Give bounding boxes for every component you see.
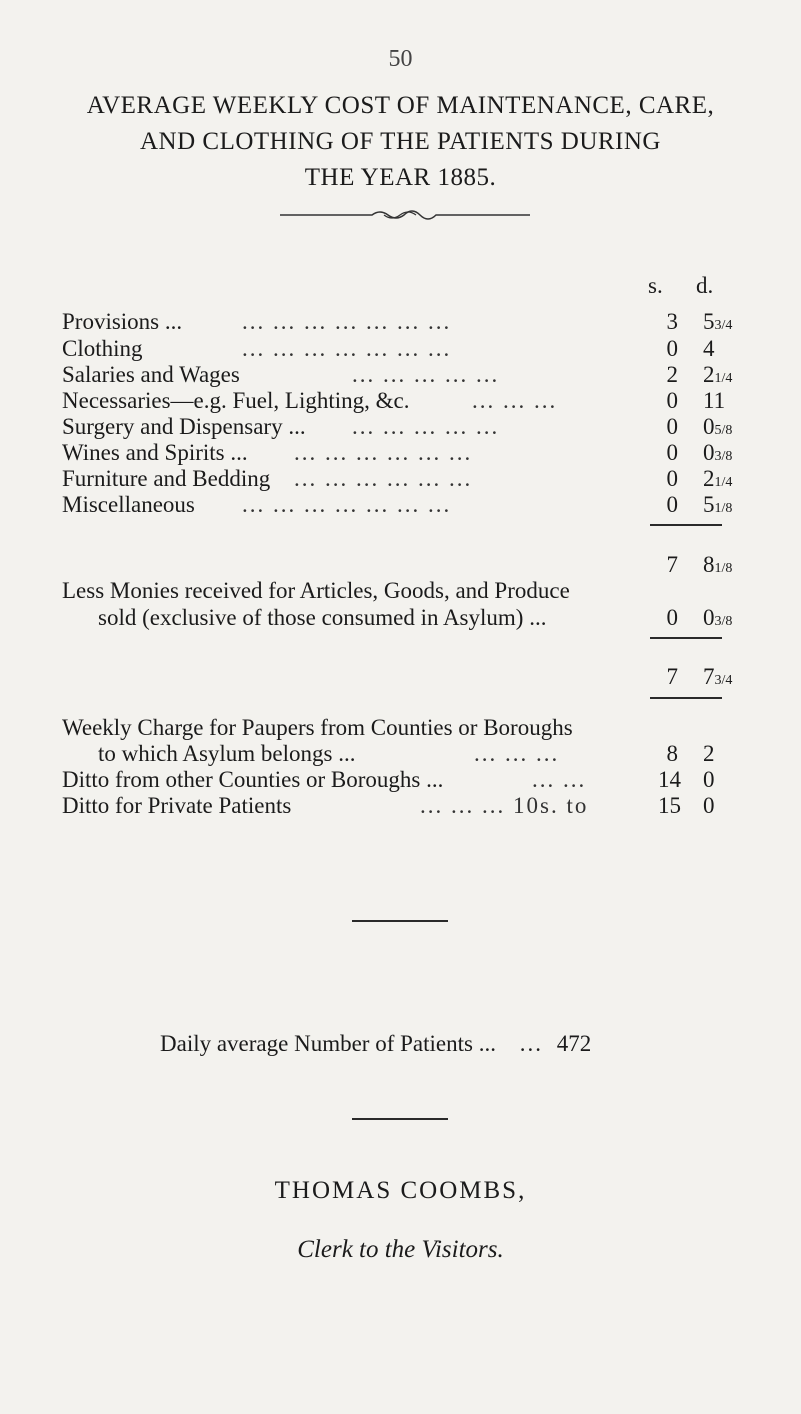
cost-label: Wines and Spirits ... [62,440,248,465]
cost-row-miscellaneous [62,492,762,518]
pence-value: 51/8 [703,492,733,517]
title-line-3: THE YEAR 1885. [304,164,497,191]
daily-average-row [160,1031,591,1057]
total-rule [650,637,722,639]
weekly-charge-line-2: to which Asylum belongs ... [98,741,356,766]
daily-average-value: 472 [556,1031,592,1056]
total-row [62,664,762,690]
pence-value: 4 [703,336,715,361]
pence-value: 53/4 [703,309,733,334]
cost-row-clothing [62,336,762,362]
leader-dots: ... ... [532,767,587,792]
cost-label: Furniture and Bedding [62,466,271,491]
cost-row-salaries [62,362,762,388]
leader-dots: ... ... ... ... ... ... [294,466,473,491]
shillings-value: 0 [666,440,678,465]
cost-row-furniture [62,466,762,492]
shillings-value: 2 [666,362,678,387]
leader-dots: ... [519,1031,543,1056]
pence-value: 05/8 [703,414,733,439]
cost-label: Necessaries—e.g. Fuel, Lighting, &c. [62,388,410,413]
cost-row-surgery [62,414,762,440]
subtotal-shillings: 7 [666,552,678,577]
cost-label: Surgery and Dispensary ... [62,414,306,439]
leader-dots: ... ... ... ... ... ... ... [242,309,452,334]
charge-label: Ditto for Private Patients [62,793,292,818]
less-monies-row [62,605,762,631]
shillings-column-header: s. [648,273,663,298]
less-monies-line-2: sold (exclusive of those consumed in Asylum) ... [98,605,547,630]
less-monies-line-1: Less Monies received for Articles, Goods, and Produce [62,578,570,603]
title-line-2: AND CLOTHING OF THE PATIENTS DURING [140,128,661,155]
leader-dots: ... ... ... [472,388,558,413]
leader-dots: ... ... ... 10s. to [420,793,589,818]
cost-row-necessaries [62,388,762,414]
daily-average-label: Daily average Number of Patients ... [160,1031,496,1056]
decorative-rule-ornament [280,205,530,225]
cost-label: Provisions ... [62,309,183,334]
leader-dots: ... ... ... ... ... [352,362,500,387]
shillings-value: 3 [666,309,678,334]
signatory-role: Clerk to the Visitors. [297,1236,504,1263]
cost-row-wines [62,440,762,466]
pence-column-header: d. [696,273,714,298]
shillings-value: 0 [666,492,678,517]
weekly-charge-line-1: Weekly Charge for Paupers from Counties or Boroughs [62,715,573,740]
total-pence: 73/4 [703,664,733,689]
signatory-name: THOMAS COOMBS, [274,1177,527,1204]
charge-label: Ditto from other Counties or Boroughs ... [62,767,444,792]
cost-row-provisions [62,309,762,335]
shillings-value: 0 [666,388,678,413]
section-divider [352,1118,448,1120]
charge-shillings: 8 [666,741,678,766]
subtotal-rule [650,524,722,526]
charge-pence: 0 [703,793,715,818]
leader-dots: ... ... ... ... ... ... ... [242,492,452,517]
document-title [0,88,801,196]
subtotal-row [62,552,762,578]
cost-label: Salaries and Wages [62,362,240,387]
leader-dots: ... ... ... ... ... [352,414,500,439]
weekly-charge-row [62,741,762,767]
subtotal-pence: 81/8 [703,552,733,577]
total-shillings: 7 [666,664,678,689]
shillings-value: 0 [666,466,678,491]
total-underline-rule [650,697,722,699]
charge-pence: 2 [703,741,715,766]
pence-value: 21/4 [703,466,733,491]
charge-pence: 0 [703,767,715,792]
other-counties-charge-row [62,767,762,793]
leader-dots: ... ... ... [474,741,560,766]
title-line-1: AVERAGE WEEKLY COST OF MAINTENANCE, CARE, [86,92,715,119]
cost-label: Clothing [62,336,143,361]
leader-dots: ... ... ... ... ... ... ... [242,336,452,361]
section-divider [352,920,448,922]
private-patients-charge-row [62,793,762,819]
shillings-value: 0 [666,414,678,439]
pence-value: 11 [703,388,726,413]
cost-label: Miscellaneous [62,492,195,517]
pence-value: 21/4 [703,362,733,387]
leader-dots: ... ... ... ... ... ... [294,440,473,465]
charge-shillings: 15 [658,793,681,818]
less-shillings: 0 [666,605,678,630]
page-number: 50 [388,46,413,72]
less-pence: 03/8 [703,605,733,630]
charge-shillings: 14 [658,767,681,792]
pence-value: 03/8 [703,440,733,465]
shillings-value: 0 [666,336,678,361]
